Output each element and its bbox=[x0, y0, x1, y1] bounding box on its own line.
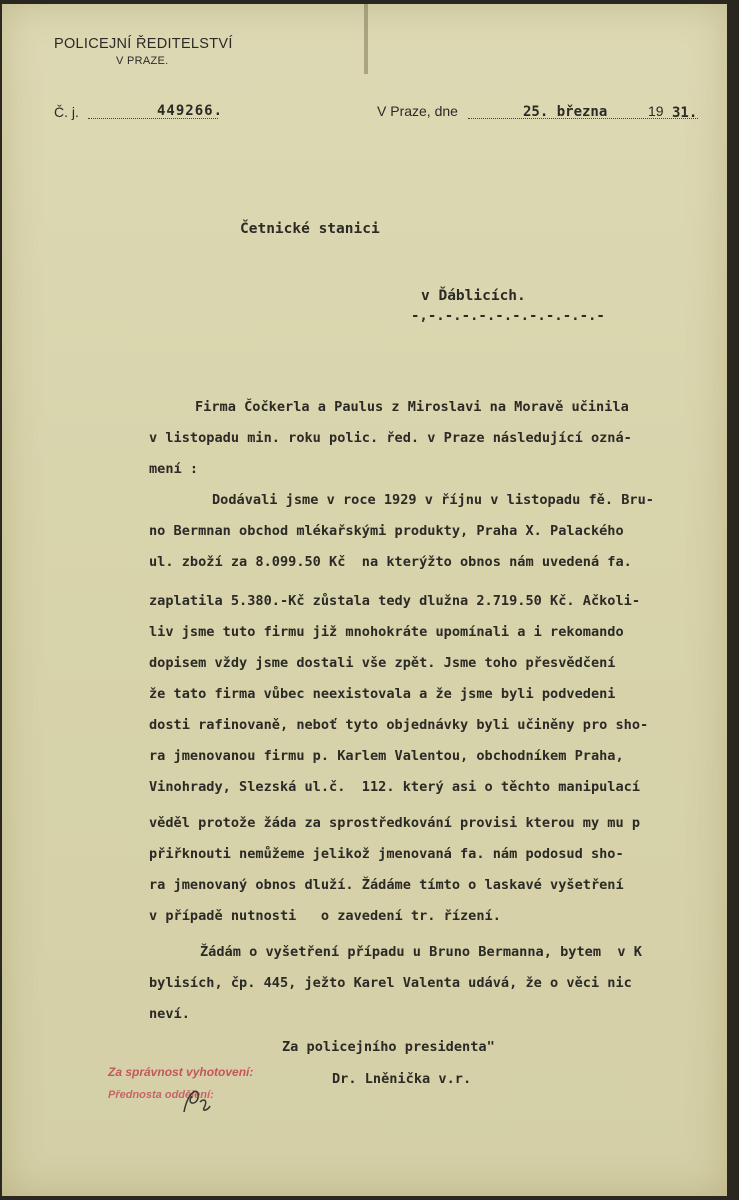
body-line: v případě nutnosti o zavedení tr. řízení. bbox=[149, 908, 501, 924]
year-prefix: 19 bbox=[648, 103, 664, 119]
body-line: Žádám o vyšetření případu u Bruno Bermanna, bytem v K bbox=[200, 944, 642, 960]
reference-label: Č. j. bbox=[54, 104, 79, 120]
stamp-line-1: Za správnost vyhotovení: bbox=[108, 1065, 254, 1079]
body-line: bylisích, čp. 445, ježto Karel Valenta udává, že o věci nic bbox=[149, 975, 632, 991]
body-line: dopisem vždy jsme dostali vše zpět. Jsme toho přesvědčení bbox=[149, 655, 616, 671]
year-suffix: 31. bbox=[672, 105, 698, 121]
signature-title: Za policejního presidenta" bbox=[282, 1039, 495, 1055]
recipient-line-1: Četnické stanici bbox=[240, 221, 380, 237]
body-line: Firma Čočkerla a Paulus z Miroslavi na Moravě učinila bbox=[195, 399, 629, 415]
body-line: mení : bbox=[149, 461, 199, 477]
stamp-line-2: Přednosta oddělení: bbox=[108, 1089, 214, 1101]
body-line: ul. zboží za 8.099.50 Kč na kterýžto obnos nám uvedená fa. bbox=[149, 554, 632, 570]
handwritten-initials-icon bbox=[178, 1080, 218, 1120]
body-line: neví. bbox=[149, 1006, 190, 1022]
org-city: V PRAZE. bbox=[116, 55, 169, 67]
signature-name: Dr. Lněnička v.r. bbox=[332, 1071, 472, 1087]
body-line: přiřknouti nemůžeme jelikož jmenovaná fa. nám podosud sho- bbox=[149, 846, 624, 862]
body-line: v listopadu min. roku polic. řed. v Praze následující ozná- bbox=[149, 430, 632, 446]
paper-fold bbox=[364, 4, 368, 74]
reference-number: 449266. bbox=[157, 103, 224, 119]
body-line: ra jmenovanou firmu p. Karlem Valentou, obchodníkem Praha, bbox=[149, 748, 624, 764]
body-line: liv jsme tuto firmu již mnohokráte upomínali a i rekomando bbox=[149, 624, 624, 640]
org-name: POLICEJNÍ ŘEDITELSTVÍ bbox=[54, 36, 233, 52]
body-line: zaplatila 5.380.-Kč zůstala tedy dlužna 2.719.50 Kč. Ačkoli- bbox=[149, 593, 641, 609]
date-label: V Praze, dne bbox=[377, 103, 458, 119]
body-line: no Bermnan obchod mlékařskými produkty, Praha X. Palackého bbox=[149, 523, 624, 539]
body-line: Dodávali jsme v roce 1929 v říjnu v listopadu fě. Bru- bbox=[212, 492, 654, 508]
recipient-line-2: v Ďáblicích. bbox=[421, 288, 526, 304]
body-line: dosti rafinovaně, neboť tyto objednávky byli učiněny pro sho- bbox=[149, 717, 649, 733]
recipient-underline: -,-.-.-.-.-.-.-.-.-.-.- bbox=[411, 308, 605, 324]
body-line: věděl protože žáda za sprostředkování provisi kterou my mu p bbox=[149, 815, 641, 831]
body-line: že tato firma vůbec neexistovala a že jsme byli podvedeni bbox=[149, 686, 616, 702]
date-value: 25. března bbox=[523, 104, 608, 120]
body-line: Vinohrady, Slezská ul.č. 112. který asi o těchto manipulací bbox=[149, 779, 641, 795]
body-line: ra jmenovaný obnos dluží. Žádáme tímto o laskavé vyšetření bbox=[149, 877, 624, 893]
